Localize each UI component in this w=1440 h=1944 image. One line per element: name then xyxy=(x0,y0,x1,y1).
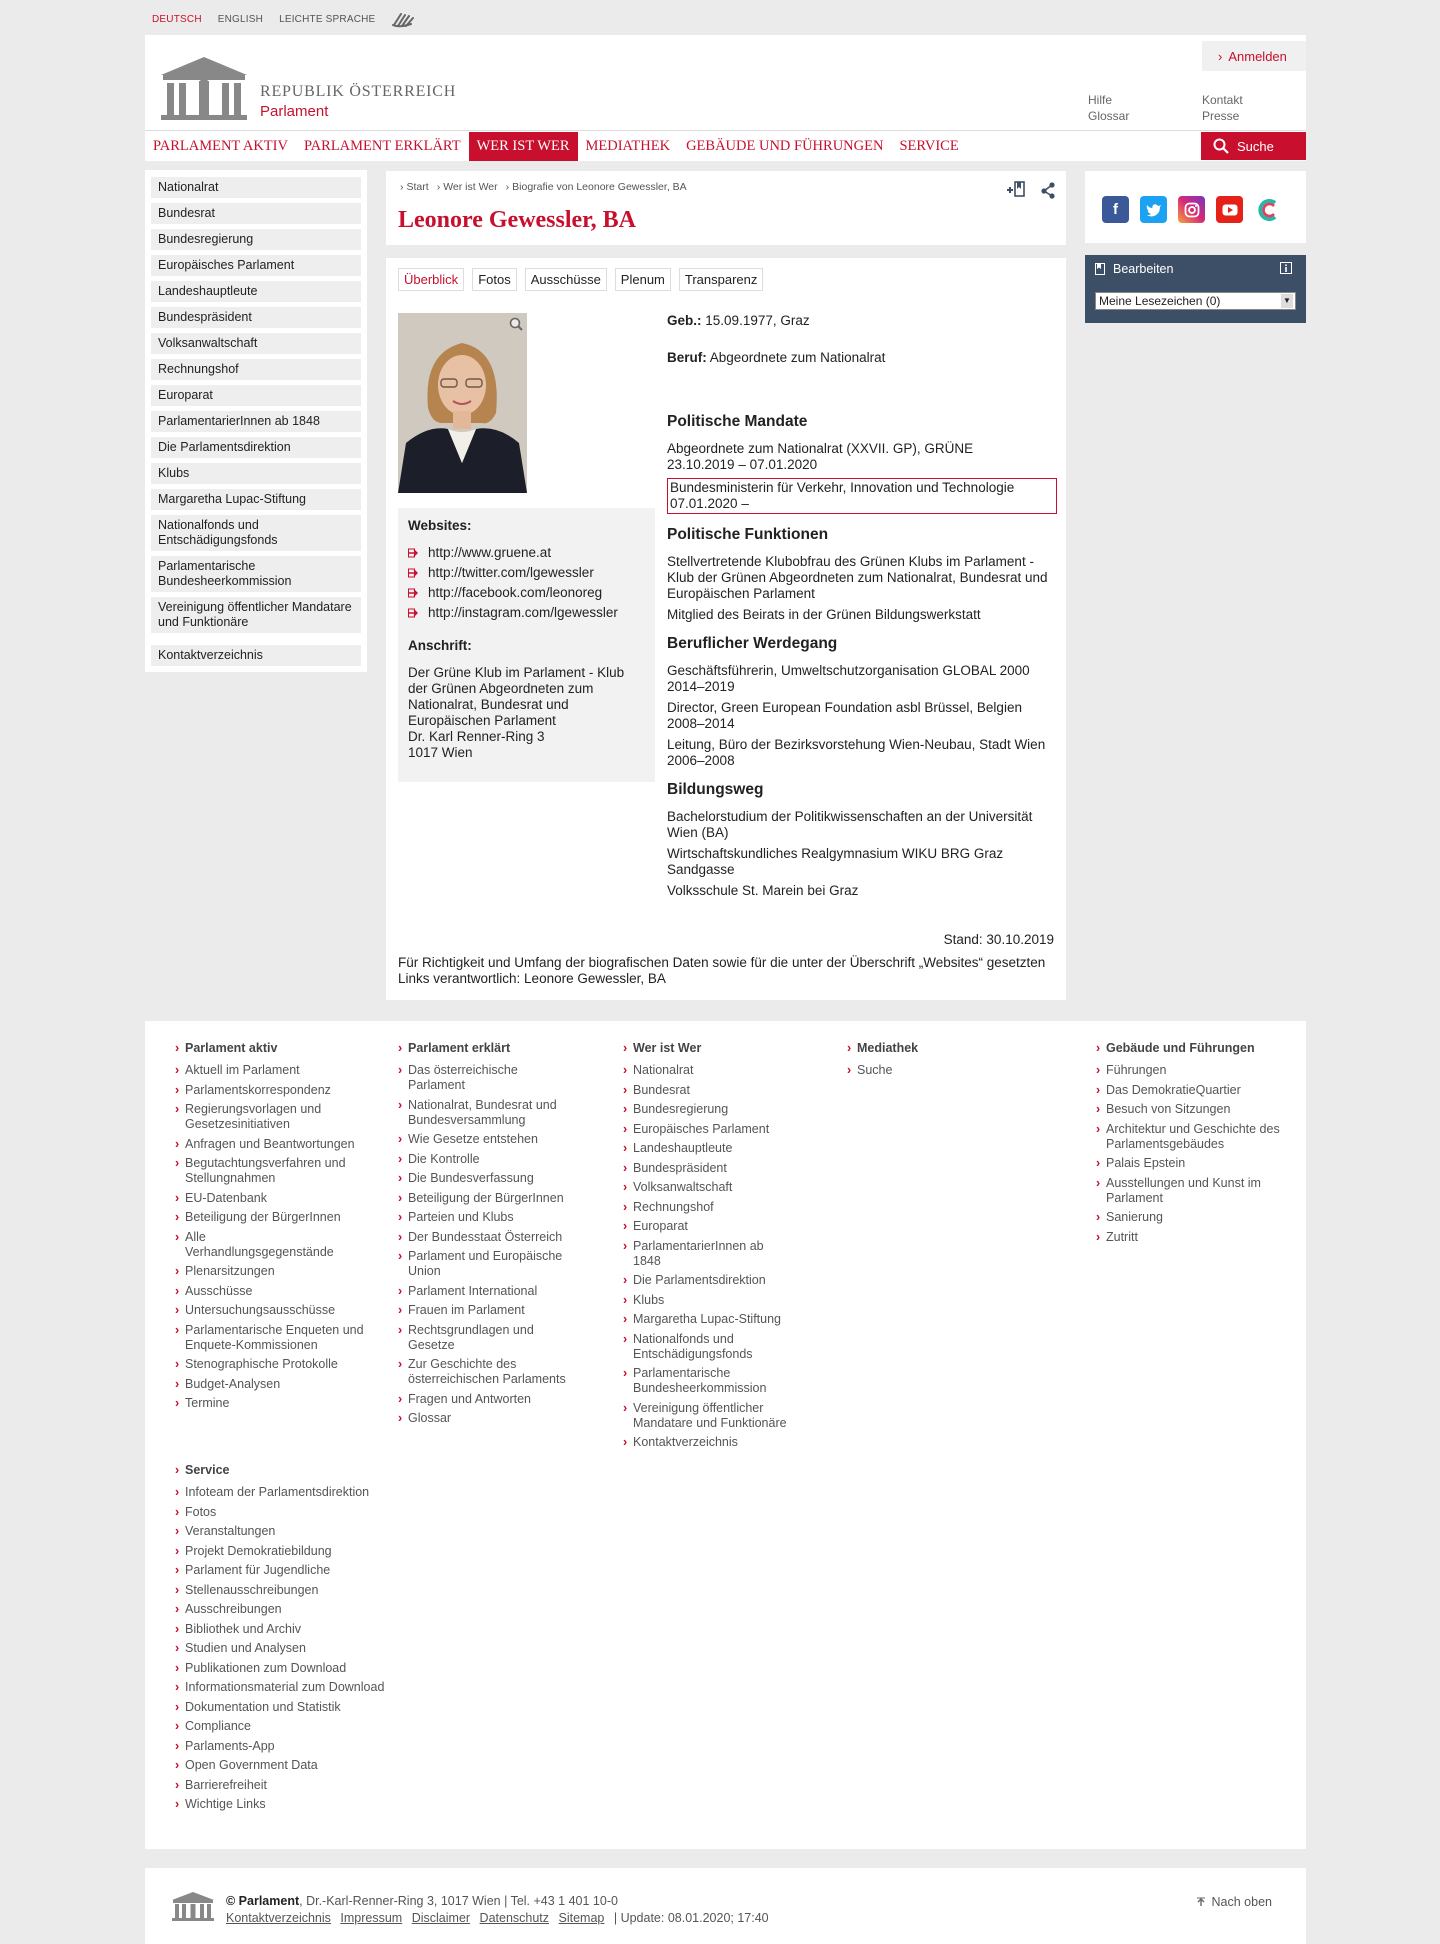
bookmark-icon xyxy=(1095,263,1105,275)
footer-link[interactable]: › Parlament und Europäische Union xyxy=(398,1249,588,1279)
footer-link[interactable]: › Open Government Data xyxy=(175,1758,405,1773)
section-heading: Bildungsweg xyxy=(667,781,764,798)
footer-text xyxy=(226,1893,769,1927)
last-updated: Stand: 30.10.2019 xyxy=(943,932,1054,947)
link-glossar[interactable]: Glossar xyxy=(1088,109,1130,123)
bookmarks-panel xyxy=(1085,255,1306,323)
footer-link[interactable]: › Wichtige Links xyxy=(175,1797,405,1812)
footer-link[interactable]: › Veranstaltungen xyxy=(175,1524,405,1539)
footer-link[interactable]: › Budget-Analysen xyxy=(175,1377,365,1392)
footer-link-kontaktverzeichnis[interactable]: Kontaktverzeichnis xyxy=(226,1911,331,1925)
beruf-value: Abgeordnete zum Nationalrat xyxy=(709,350,886,365)
parliament-logo[interactable] xyxy=(159,55,249,126)
update-timestamp: | Update: 08.01.2020; 17:40 xyxy=(613,1911,769,1925)
sidebar-item-parlamentsdirektion[interactable]: Die Parlamentsdirektion xyxy=(151,437,361,458)
footer-link[interactable]: › Projekt Demokratiebildung xyxy=(175,1544,405,1559)
footer-link[interactable]: › Rechnungshof xyxy=(623,1200,813,1215)
lang-english[interactable]: ENGLISH xyxy=(217,14,264,25)
sidebar-item-vereinigung[interactable]: Vereinigung öffentlicher Mandatare und Funktionäre xyxy=(151,597,361,633)
footer-link[interactable]: › Zutritt xyxy=(1096,1230,1286,1245)
sign-language-icon[interactable] xyxy=(391,10,417,28)
sidebar-item-bundesheerkommission[interactable]: Parlamentarische Bundesheerkommission xyxy=(151,556,361,592)
footer-column-heading[interactable]: › Mediathek xyxy=(847,1041,1037,1055)
tab-fotos[interactable]: Fotos xyxy=(472,268,517,291)
footer-link[interactable]: › Europarat xyxy=(623,1219,813,1234)
footer-link[interactable]: › Ausstellungen und Kunst im Parlament xyxy=(1096,1176,1286,1206)
breadcrumb-current: › Biografie von Leonore Gewessler, BA xyxy=(506,181,687,193)
website-link[interactable] xyxy=(408,545,645,560)
footer-link[interactable]: › Wie Gesetze entstehen xyxy=(398,1132,588,1147)
footer-link-disclaimer[interactable]: Disclaimer xyxy=(411,1911,471,1925)
sidebar-item-bundesregierung[interactable]: Bundesregierung xyxy=(151,229,361,250)
footer-link[interactable]: › Vereinigung öffentlicher Mandatare und Funktionäre xyxy=(623,1401,813,1431)
external-link-icon xyxy=(408,568,420,578)
tab-plenum[interactable]: Plenum xyxy=(615,268,671,291)
footer-link[interactable]: › Glossar xyxy=(398,1411,588,1426)
footer-link[interactable]: › Barrierefreiheit xyxy=(175,1778,405,1793)
footer-link[interactable]: › Palais Epstein xyxy=(1096,1156,1286,1171)
section-heading: Politische Funktionen xyxy=(667,526,829,543)
footer-link[interactable]: › Ausschreibungen xyxy=(175,1602,405,1617)
footer-link[interactable]: › ParlamentarierInnen ab 1848 xyxy=(623,1239,773,1269)
sidebar-item-nationalfonds[interactable]: Nationalfonds und Entschädigungsfonds xyxy=(151,515,361,551)
career-entry: Director, Green European Foundation asbl Brüssel, Belgien 2008–2014 xyxy=(667,700,1022,731)
sidebar-item-eu-parlament[interactable]: Europäisches Parlament xyxy=(151,255,361,276)
logo-title: REPUBLIK ÖSTERREICH xyxy=(260,83,457,100)
footer-link[interactable]: › Termine xyxy=(175,1396,365,1411)
parliament-building-icon xyxy=(159,55,249,121)
footer-link[interactable]: › Anfragen und Beantwortungen xyxy=(175,1137,365,1152)
search-label: Suche xyxy=(1237,138,1274,154)
footer-link[interactable]: › Bibliothek und Archiv xyxy=(175,1622,405,1637)
footer-link[interactable]: › Untersuchungsausschüsse xyxy=(175,1303,365,1318)
nav-parlament-erklaert[interactable]: PARLAMENT ERKLÄRT xyxy=(303,138,461,154)
link-kontakt[interactable]: Kontakt xyxy=(1202,93,1243,107)
footer-link[interactable]: › Rechtsgrundlagen und Gesetze xyxy=(398,1323,548,1353)
contact-links xyxy=(1202,92,1243,124)
education-entry: Volksschule St. Marein bei Graz xyxy=(667,883,859,898)
footer-link[interactable]: › Bundesrat xyxy=(623,1083,813,1098)
footer-link[interactable]: › Parlamentskorrespondenz xyxy=(175,1083,365,1098)
footer-column-heading[interactable]: › Wer ist Wer xyxy=(623,1041,813,1055)
sidebar-item-parlamentarierinnen[interactable]: ParlamentarierInnen ab 1848 xyxy=(151,411,361,432)
footer-column-heading[interactable]: › Gebäude und Führungen xyxy=(1096,1041,1286,1055)
link-presse[interactable]: Presse xyxy=(1202,109,1240,123)
footer-column-wer-ist-wer xyxy=(623,1041,813,1455)
footer-link[interactable]: › Bundesregierung xyxy=(623,1102,813,1117)
footer-link[interactable]: › Alle Verhandlungsgegenstände xyxy=(175,1230,345,1260)
nav-mediathek[interactable]: MEDIATHEK xyxy=(585,138,671,154)
postal-address: Der Grüne Klub im Parlament - Klub der Grünen Abgeordneten zum Nationalrat, Bundesrat und Europäischen Parlament Dr. Karl Renner-Ring 3 1017 Wien xyxy=(408,665,625,760)
parliament-building-icon xyxy=(171,1891,215,1921)
footer-link[interactable]: › Plenarsitzungen xyxy=(175,1264,365,1279)
social-media-card xyxy=(1085,171,1306,243)
footer-link[interactable]: › Regierungsvorlagen und Gesetzesinitiativen xyxy=(175,1102,365,1132)
footer-sitemap xyxy=(145,1021,1306,1849)
footer-link[interactable]: › Stenographische Protokolle xyxy=(175,1357,365,1372)
footer-link[interactable]: › Frauen im Parlament xyxy=(398,1303,588,1318)
function-entry: Mitglied des Beirats in der Grünen Bildungswerkstatt xyxy=(667,607,981,622)
page-title: Leonore Gewessler, BA xyxy=(398,207,636,233)
lang-deutsch[interactable]: DEUTSCH xyxy=(152,14,202,25)
language-bar xyxy=(152,14,417,28)
youtube-icon[interactable] xyxy=(1216,196,1243,223)
footer-link[interactable]: › Studien und Analysen xyxy=(175,1641,405,1656)
mandate-entry-highlighted: Bundesministerin für Verkehr, Innovation und Technologie 07.01.2020 – xyxy=(667,478,1057,514)
website-url: http://www.gruene.at xyxy=(428,545,552,560)
footer-link[interactable]: › Zur Geschichte des österreichischen Parlaments xyxy=(398,1357,588,1387)
footer-link[interactable]: › Volksanwaltschaft xyxy=(623,1180,813,1195)
bookmark-add-icon[interactable] xyxy=(1006,181,1026,199)
biography-content xyxy=(386,258,1066,1000)
footer-link[interactable]: › Beteiligung der BürgerInnen xyxy=(398,1191,588,1206)
footer-column-heading[interactable]: › Parlament aktiv xyxy=(175,1041,365,1055)
footer-link[interactable]: › Parlamentarische Enqueten und Enquete-Kommissionen xyxy=(175,1323,365,1353)
footer-link-sitemap[interactable]: Sitemap xyxy=(558,1911,605,1925)
external-link-icon xyxy=(408,608,420,618)
footer-link[interactable]: › Stellenausschreibungen xyxy=(175,1583,405,1598)
footer-link[interactable]: › Architektur und Geschichte des Parlamentsgebäudes xyxy=(1096,1122,1286,1152)
portrait-image xyxy=(398,313,527,493)
breadcrumb-start[interactable]: › Start xyxy=(400,181,429,193)
footer-link-datenschutz[interactable]: Datenschutz xyxy=(479,1911,550,1925)
contact-info-box xyxy=(398,508,655,782)
c-logo-icon[interactable] xyxy=(1254,196,1281,223)
login-button[interactable] xyxy=(1202,41,1306,71)
footer-column-parlament-erklaert xyxy=(398,1041,588,1431)
footer-column-heading[interactable]: › Parlament erklärt xyxy=(398,1041,588,1055)
website-link[interactable] xyxy=(408,565,645,580)
footer-column-gebaeude xyxy=(1096,1041,1286,1249)
footer-link[interactable]: › Parteien und Klubs xyxy=(398,1210,588,1225)
bookmarks-header xyxy=(1095,262,1173,276)
search-icon xyxy=(1213,138,1229,154)
nav-service[interactable]: SERVICE xyxy=(899,138,959,154)
sidebar-item-kontaktverzeichnis[interactable]: Kontaktverzeichnis xyxy=(151,645,361,666)
education-entry: Wirtschaftskundliches Realgymnasium WIKU BRG Graz Sandgasse xyxy=(667,846,1004,877)
footer-link[interactable]: › Die Bundesverfassung xyxy=(398,1171,588,1186)
website-url: http://instagram.com/lgewessler xyxy=(428,605,618,620)
footer-link[interactable]: › Beteiligung der BürgerInnen xyxy=(175,1210,365,1225)
info-icon[interactable] xyxy=(1280,262,1292,274)
nav-parlament-aktiv[interactable]: PARLAMENT AKTIV xyxy=(153,138,288,154)
sidebar-item-europarat[interactable]: Europarat xyxy=(151,385,361,406)
footer-link[interactable]: › Nationalrat xyxy=(623,1063,813,1078)
footer-link[interactable]: › Dokumentation und Statistik xyxy=(175,1700,405,1715)
websites-heading: Websites: xyxy=(408,518,472,533)
login-label: Anmelden xyxy=(1228,48,1287,64)
footer-link-impressum[interactable]: Impressum xyxy=(340,1911,403,1925)
page-actions xyxy=(1006,181,1056,199)
footer-link[interactable]: › Fragen und Antworten xyxy=(398,1392,588,1407)
breadcrumb-wer-ist-wer[interactable]: › Wer ist Wer xyxy=(437,181,498,193)
sidebar-item-bundesrat[interactable]: Bundesrat xyxy=(151,203,361,224)
footer-link[interactable]: › Führungen xyxy=(1096,1063,1286,1078)
back-to-top-link[interactable] xyxy=(1196,1895,1272,1909)
breadcrumb xyxy=(400,181,687,193)
external-link-icon xyxy=(408,588,420,598)
bookmarks-title: Bearbeiten xyxy=(1113,262,1174,276)
website-url: http://twitter.com/lgewessler xyxy=(428,565,594,580)
footer-address: , Dr.-Karl-Renner-Ring 3, 1017 Wien | Tel. +43 1 401 10-0 xyxy=(299,1894,618,1908)
tab-ueberblick[interactable]: Überblick xyxy=(398,268,464,291)
footer-column-service xyxy=(175,1463,405,1817)
footer-link[interactable]: › Ausschüsse xyxy=(175,1284,365,1299)
website-url: http://facebook.com/leonoreg xyxy=(428,585,603,600)
footer-link[interactable]: › Parlament für Jugendliche xyxy=(175,1563,405,1578)
back-to-top-label: Nach oben xyxy=(1211,1895,1272,1909)
footer-link[interactable]: › Der Bundesstaat Österreich xyxy=(398,1230,588,1245)
page-footer xyxy=(145,1868,1306,1944)
logo-subtitle: Parlament xyxy=(260,103,329,120)
footer-column-heading[interactable]: › Service xyxy=(175,1463,405,1477)
sidebar-item-lupac-stiftung[interactable]: Margaretha Lupac-Stiftung xyxy=(151,489,361,510)
footer-link[interactable]: › Begutachtungsverfahren und Stellungnahmen xyxy=(175,1156,365,1186)
function-entry: Stellvertretende Klubobfrau des Grünen Klubs im Parlament - Klub der Grünen Abgeordneten zum Nationalrat, Bundesrat und Europäischen Parlament xyxy=(667,554,1048,601)
tab-ausschuesse[interactable]: Ausschüsse xyxy=(525,268,607,291)
career-entry: Leitung, Büro der Bezirksvorstehung Wien-Neubau, Stadt Wien 2006–2008 xyxy=(667,737,1046,768)
profile-photo[interactable] xyxy=(398,313,527,493)
website-link[interactable] xyxy=(408,585,645,600)
footer-link[interactable]: › Die Parlamentsdirektion xyxy=(623,1273,813,1288)
profile-tabs xyxy=(398,268,763,291)
zoom-icon[interactable] xyxy=(509,317,523,331)
help-links xyxy=(1088,92,1129,124)
tab-transparenz[interactable]: Transparenz xyxy=(679,268,764,291)
main-nav xyxy=(145,130,1306,161)
footer-link[interactable]: › Klubs xyxy=(623,1293,813,1308)
biography-details xyxy=(667,313,1057,904)
footer-link[interactable]: › Sanierung xyxy=(1096,1210,1286,1225)
twitter-icon[interactable] xyxy=(1140,196,1167,223)
geb-value: 15.09.1977, Graz xyxy=(705,313,810,328)
footer-link[interactable]: › Landeshauptleute xyxy=(623,1141,813,1156)
website-link[interactable] xyxy=(408,605,645,620)
sidebar-item-nationalrat[interactable]: Nationalrat xyxy=(151,177,361,198)
footer-link[interactable]: › Parlaments-App xyxy=(175,1739,405,1754)
footer-link[interactable]: › Das DemokratieQuartier xyxy=(1096,1083,1286,1098)
section-heading: Politische Mandate xyxy=(667,413,808,430)
social-links xyxy=(1102,196,1281,223)
arrow-up-icon xyxy=(1196,1897,1206,1907)
external-link-icon xyxy=(408,548,420,558)
link-hilfe[interactable]: Hilfe xyxy=(1088,93,1113,107)
footer-link[interactable]: › Die Kontrolle xyxy=(398,1152,588,1167)
footer-link[interactable]: › Aktuell im Parlament xyxy=(175,1063,365,1078)
footer-link[interactable]: › Parlamentarische Bundesheerkommission xyxy=(623,1366,813,1396)
mandate-entry: Abgeordnete zum Nationalrat (XXVII. GP), GRÜNE 23.10.2019 – 07.01.2020 xyxy=(667,441,974,472)
geb-label: Geb.: xyxy=(667,313,702,328)
career-entry: Geschäftsführerin, Umweltschutzorganisation GLOBAL 2000 2014–2019 xyxy=(667,663,1030,694)
footer-link[interactable]: › Kontaktverzeichnis xyxy=(623,1435,813,1450)
share-icon[interactable] xyxy=(1040,181,1056,199)
footer-link[interactable]: › Parlament International xyxy=(398,1284,588,1299)
footer-link[interactable]: › Fotos xyxy=(175,1505,405,1520)
footer-link[interactable]: › Publikationen zum Download xyxy=(175,1661,405,1676)
copyright: © Parlament xyxy=(226,1894,300,1908)
site-header xyxy=(145,35,1306,161)
sidebar-item-volksanwaltschaft[interactable]: Volksanwaltschaft xyxy=(151,333,361,354)
education-entry: Bachelorstudium der Politikwissenschaften an der Universität Wien (BA) xyxy=(667,809,1033,840)
beruf-label: Beruf: xyxy=(667,350,707,365)
chevron-right-icon: › xyxy=(1218,48,1223,64)
footer-link[interactable]: › Margaretha Lupac-Stiftung xyxy=(623,1312,813,1327)
facebook-icon[interactable]: f xyxy=(1102,196,1129,223)
search-button[interactable] xyxy=(1201,132,1306,160)
footer-link[interactable]: › Suche xyxy=(847,1063,1037,1078)
footer-link[interactable]: › Nationalfonds und Entschädigungsfonds xyxy=(623,1332,813,1362)
footer-link[interactable]: › Bundespräsident xyxy=(623,1161,813,1176)
anschrift-heading: Anschrift: xyxy=(408,638,472,653)
footer-link[interactable]: › Compliance xyxy=(175,1719,405,1734)
sidebar-nav xyxy=(145,170,367,672)
birth-info xyxy=(667,313,1057,328)
footer-column-mediathek xyxy=(847,1041,1037,1083)
lang-leichte-sprache[interactable]: LEICHTE SPRACHE xyxy=(279,14,376,25)
sidebar-item-klubs[interactable]: Klubs xyxy=(151,463,361,484)
title-card xyxy=(386,171,1066,245)
sidebar-item-bundespraesident[interactable]: Bundespräsident xyxy=(151,307,361,328)
profession-info xyxy=(667,350,1057,365)
footer-link[interactable]: › Besuch von Sitzungen xyxy=(1096,1102,1286,1117)
sidebar-item-landeshauptleute[interactable]: Landeshauptleute xyxy=(151,281,361,302)
footer-column-parlament-aktiv xyxy=(175,1041,365,1416)
bookmarks-select[interactable]: Meine Lesezeichen (0) ▼ xyxy=(1095,292,1296,310)
footer-link[interactable]: › Informationsmaterial zum Download xyxy=(175,1680,405,1695)
nav-wer-ist-wer[interactable]: WER IST WER xyxy=(469,132,578,161)
footer-link[interactable]: › Europäisches Parlament xyxy=(623,1122,813,1137)
nav-gebaeude[interactable]: GEBÄUDE UND FÜHRUNGEN xyxy=(686,138,884,154)
section-heading: Beruflicher Werdegang xyxy=(667,635,838,652)
disclaimer: Für Richtigkeit und Umfang der biografischen Daten sowie für die unter der Überschrift „Websites“ gesetzten Links verantwortlich: Leonore Gewessler, BA xyxy=(398,955,1046,986)
footer-link[interactable]: › Infoteam der Parlamentsdirektion xyxy=(175,1485,405,1500)
instagram-icon[interactable] xyxy=(1178,196,1205,223)
footer-link[interactable]: › Das österreichische Parlament xyxy=(398,1063,548,1093)
footer-link[interactable]: › EU-Datenbank xyxy=(175,1191,365,1206)
footer-link[interactable]: › Nationalrat, Bundesrat und Bundesversammlung xyxy=(398,1098,588,1128)
sidebar-item-rechnungshof[interactable]: Rechnungshof xyxy=(151,359,361,380)
